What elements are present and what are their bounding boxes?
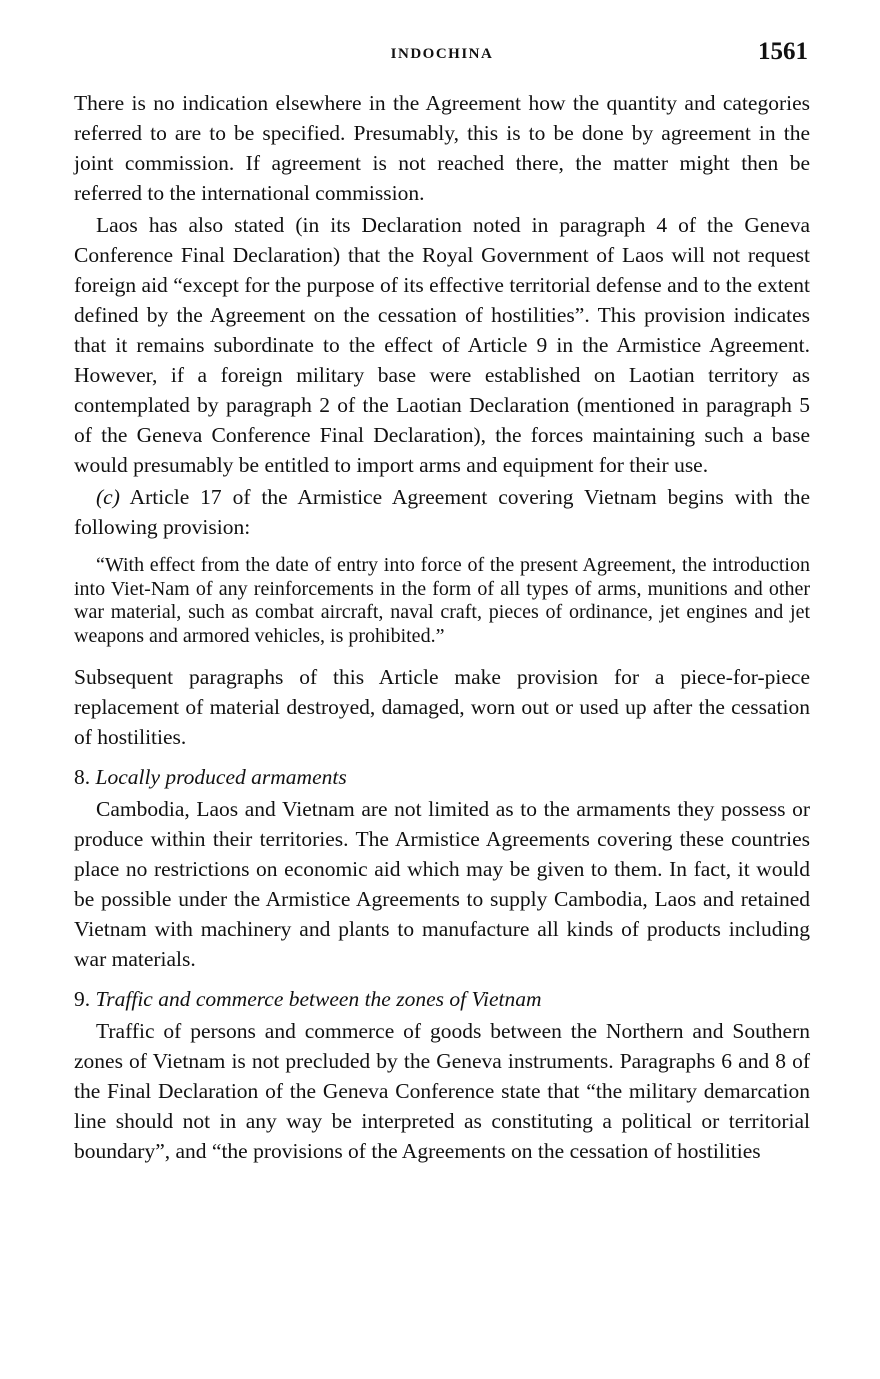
quote-text: “With effect from the date of entry into force of the present Agreement, the introduction into Viet-Nam of any reinforcements in the form of all types of arms, munitions and other war material, such as combat aircraft, naval craft, pieces of ordinance, jet engines and jet weapons and armored vehicles, is prohibited.” (74, 554, 810, 647)
subsection-label: (c) (96, 485, 120, 509)
section-number: 9. (74, 987, 91, 1012)
paragraph-laos-declaration: Laos has also stated (in its Declaration noted in paragraph 4 of the Geneva Conference Final Declaration) that the Royal Government of Laos will not request foreign aid “except for the purpose of its effective territorial defense and to the extent defined by the Agreement on the cessation of hostilities”. This provision indicates that it remains subordinate to the effect of Article 9 in the Armistice Agreement. However, if a foreign military base were established on Laotian territory as contemplated by paragraph 2 of the Laotian Declaration (mentioned in paragraph 5 of the Geneva Conference Final Declaration), the forces maintaining such a base would presumably be entitled to import arms and equipment for their use. (74, 213, 810, 477)
section-heading-9 (74, 984, 810, 1014)
section-heading-8 (74, 762, 810, 792)
section-number: 8. (74, 765, 91, 790)
paragraph-article-17 (74, 482, 810, 542)
block-quote (74, 554, 810, 648)
subsection-text: Article 17 of the Armistice Agreement covering Vietnam begins with the following provision: (74, 485, 810, 539)
page-body (74, 88, 810, 1166)
paragraph-quantity-categories: There is no indication elsewhere in the Agreement how the quantity and categories referred to are to be specified. Presumably, this is to be done by agreement in the joint commission. If agreement is not reached there, the matter might then be referred to the international commission. (74, 91, 810, 205)
paragraph-traffic-commerce: Traffic of persons and commerce of goods between the Northern and Southern zones of Vietnam is not precluded by the Geneva instruments. Paragraphs 6 and 8 of the Final Declaration of the Geneva Conference state that “the military demarcation line should not in any way be interpreted as constituting a political or territorial boundary”, and “the provisions of the Agreements on the cessation of hostilities (74, 1019, 810, 1164)
section-title: Traffic and commerce between the zones of Vietnam (95, 987, 542, 1012)
page-number: 1561 (758, 38, 808, 65)
running-header (74, 38, 810, 72)
paragraph-subsequent-provisions: Subsequent paragraphs of this Article make provision for a piece-for-piece replacement of material destroyed, damaged, worn out or used up after the cessation of hostilities. (74, 665, 810, 750)
paragraph-armaments: Cambodia, Laos and Vietnam are not limited as to the armaments they possess or produce within their territories. The Armistice Agreements covering these countries place no restrictions on economic aid which may be given to them. In fact, it would be possible under the Armistice Agreements to supply Cambodia, Laos and retained Vietnam with machinery and plants to manufacture all kinds of products including war materials. (74, 797, 810, 972)
running-title: INDOCHINA (390, 46, 494, 62)
section-title: Locally produced armaments (95, 765, 347, 790)
